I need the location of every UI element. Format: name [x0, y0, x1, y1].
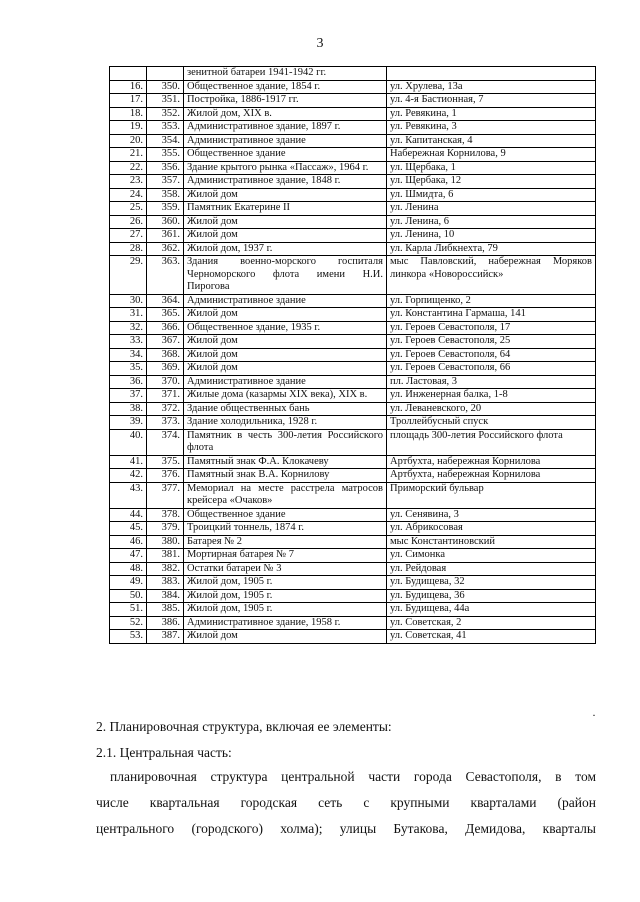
monuments-table	[109, 66, 596, 644]
row-number: 35.	[110, 362, 147, 376]
table-row	[110, 603, 596, 617]
object-id: 360.	[147, 215, 184, 229]
object-address: ул. Ревякина, 3	[387, 121, 596, 135]
object-address: ул. Капитанская, 4	[387, 134, 596, 148]
row-number: 25.	[110, 202, 147, 216]
object-id: 363.	[147, 256, 184, 295]
object-name: Памятный знак Ф.А. Клокачеву	[184, 455, 387, 469]
object-name: Жилой дом	[184, 630, 387, 644]
object-address: ул. Советская, 2	[387, 616, 596, 630]
row-number: 29.	[110, 256, 147, 295]
row-number: 48.	[110, 562, 147, 576]
table-row	[110, 308, 596, 322]
object-address: ул. Ревякина, 1	[387, 107, 596, 121]
object-id: 379.	[147, 522, 184, 536]
object-address: ул. Героев Севастополя, 17	[387, 321, 596, 335]
table-row	[110, 134, 596, 148]
object-name: Остатки батареи № 3	[184, 562, 387, 576]
table-row	[110, 362, 596, 376]
table-row	[110, 175, 596, 189]
table-row	[110, 80, 596, 94]
object-name: Памятник Екатерине II	[184, 202, 387, 216]
object-id: 387.	[147, 630, 184, 644]
row-number: 32.	[110, 321, 147, 335]
object-address: мыс Павловский, набережная Моряков линкора «Новороссийск»	[387, 256, 596, 295]
table-row	[110, 508, 596, 522]
object-address: ул. Симонка	[387, 549, 596, 563]
object-address: ул. Героев Севастополя, 25	[387, 335, 596, 349]
object-address: ул. Шмидта, 6	[387, 188, 596, 202]
object-id: 358.	[147, 188, 184, 202]
table-row	[110, 188, 596, 202]
object-address: ул. Горпищенко, 2	[387, 294, 596, 308]
object-address: ул. Будищева, 32	[387, 576, 596, 590]
row-number: 41.	[110, 455, 147, 469]
object-address: ул. Будищева, 36	[387, 589, 596, 603]
object-name: Административное здание, 1897 г.	[184, 121, 387, 135]
paragraph-first-line	[110, 766, 596, 788]
object-address: ул. Будищева, 44а	[387, 603, 596, 617]
object-address: площадь 300-летия Российского флота	[387, 429, 596, 455]
object-name: Здания военно-морского госпиталя Черноморского флота имени Н.И. Пирогова	[184, 256, 387, 295]
object-address: ул. 4-я Бастионная, 7	[387, 94, 596, 108]
table-row	[110, 549, 596, 563]
row-number: 37.	[110, 389, 147, 403]
subsection-heading	[96, 742, 596, 764]
object-id: 369.	[147, 362, 184, 376]
object-name: Жилые дома (казармы XIX века), XIX в.	[184, 389, 387, 403]
row-number: 16.	[110, 80, 147, 94]
object-name: Общественное здание	[184, 508, 387, 522]
object-id: 366.	[147, 321, 184, 335]
row-number: 26.	[110, 215, 147, 229]
object-name: Здание крытого рынка «Пассаж», 1964 г.	[184, 161, 387, 175]
object-address: ул. Хрулева, 13а	[387, 80, 596, 94]
object-id: 372.	[147, 402, 184, 416]
object-id: 357.	[147, 175, 184, 189]
table-row	[110, 161, 596, 175]
row-number: 21.	[110, 148, 147, 162]
object-address: Троллейбусный спуск	[387, 416, 596, 430]
table-row	[110, 402, 596, 416]
table-row	[110, 215, 596, 229]
row-number: 19.	[110, 121, 147, 135]
object-name: Здание общественных бань	[184, 402, 387, 416]
object-address: ул. Инженерная балка, 1-8	[387, 389, 596, 403]
object-id: 367.	[147, 335, 184, 349]
object-address: ул. Советская, 41	[387, 630, 596, 644]
object-name: Общественное здание, 1935 г.	[184, 321, 387, 335]
object-id: 359.	[147, 202, 184, 216]
row-number: 17.	[110, 94, 147, 108]
table-row	[110, 429, 596, 455]
object-address: Приморский бульвар	[387, 482, 596, 508]
object-id: 365.	[147, 308, 184, 322]
paragraph-rest	[96, 792, 596, 814]
stray-dot: ·	[592, 708, 596, 722]
object-address: ул. Героев Севастополя, 64	[387, 348, 596, 362]
object-name: Жилой дом, 1905 г.	[184, 603, 387, 617]
object-id: 353.	[147, 121, 184, 135]
object-name: Жилой дом, 1905 г.	[184, 589, 387, 603]
object-address	[387, 67, 596, 81]
object-address: ул. Щербака, 1	[387, 161, 596, 175]
table-row	[110, 416, 596, 430]
paragraph-rest-2	[96, 818, 596, 840]
object-name: Здание холодильника, 1928 г.	[184, 416, 387, 430]
table-row	[110, 482, 596, 508]
object-id: 381.	[147, 549, 184, 563]
row-number: 42.	[110, 469, 147, 483]
object-id: 383.	[147, 576, 184, 590]
object-name: Жилой дом, 1937 г.	[184, 242, 387, 256]
row-number: 23.	[110, 175, 147, 189]
row-number: 47.	[110, 549, 147, 563]
row-number: 40.	[110, 429, 147, 455]
table-row	[110, 562, 596, 576]
object-id: 364.	[147, 294, 184, 308]
object-id: 374.	[147, 429, 184, 455]
object-name: Троицкий тоннель, 1874 г.	[184, 522, 387, 536]
object-address: ул. Героев Севастополя, 66	[387, 362, 596, 376]
object-name: Жилой дом	[184, 229, 387, 243]
object-id: 373.	[147, 416, 184, 430]
object-id: 378.	[147, 508, 184, 522]
row-number: 22.	[110, 161, 147, 175]
table-row	[110, 294, 596, 308]
object-id: 386.	[147, 616, 184, 630]
object-id: 354.	[147, 134, 184, 148]
table-row	[110, 107, 596, 121]
object-address: ул. Ленина, 6	[387, 215, 596, 229]
object-address: ул. Леваневского, 20	[387, 402, 596, 416]
object-id: 371.	[147, 389, 184, 403]
object-name: Жилой дом	[184, 215, 387, 229]
object-name: Жилой дом	[184, 188, 387, 202]
table-row	[110, 375, 596, 389]
row-number: 43.	[110, 482, 147, 508]
table-row	[110, 469, 596, 483]
object-address: ул. Щербака, 12	[387, 175, 596, 189]
row-number: 51.	[110, 603, 147, 617]
row-number: 52.	[110, 616, 147, 630]
object-address: ул. Ленина, 10	[387, 229, 596, 243]
table-row	[110, 589, 596, 603]
object-name: Батарея № 2	[184, 535, 387, 549]
object-name: Мемориал на месте расстрела матросов крейсера «Очаков»	[184, 482, 387, 508]
object-id: 351.	[147, 94, 184, 108]
table-row	[110, 256, 596, 295]
table-row	[110, 522, 596, 536]
object-id: 382.	[147, 562, 184, 576]
object-name: Административное здание	[184, 294, 387, 308]
table-row	[110, 616, 596, 630]
object-id: 368.	[147, 348, 184, 362]
table-row	[110, 348, 596, 362]
row-number: 49.	[110, 576, 147, 590]
object-address: ул. Абрикосовая	[387, 522, 596, 536]
row-number: 31.	[110, 308, 147, 322]
object-name: Жилой дом	[184, 348, 387, 362]
row-number: 39.	[110, 416, 147, 430]
row-number: 38.	[110, 402, 147, 416]
row-number: 53.	[110, 630, 147, 644]
object-id: 362.	[147, 242, 184, 256]
object-name: Административное здание, 1958 г.	[184, 616, 387, 630]
row-number: 36.	[110, 375, 147, 389]
row-number: 24.	[110, 188, 147, 202]
table-body	[110, 67, 596, 644]
object-name: Общественное здание, 1854 г.	[184, 80, 387, 94]
object-name: зенитной батареи 1941-1942 гг.	[184, 67, 387, 81]
object-address: ул. Рейдовая	[387, 562, 596, 576]
row-number: 18.	[110, 107, 147, 121]
object-address: ул. Константина Гармаша, 141	[387, 308, 596, 322]
table-row	[110, 67, 596, 81]
object-name: Жилой дом, XIX в.	[184, 107, 387, 121]
section-2-1-heading: 2.1. Центральная часть:	[96, 745, 232, 760]
page-number: 3	[316, 36, 324, 51]
object-name: Памятник в честь 300-летия Российского флота	[184, 429, 387, 455]
object-id: 376.	[147, 469, 184, 483]
object-name: Административное здание	[184, 134, 387, 148]
table-row	[110, 242, 596, 256]
paragraph-line-2: числе квартальная городская сеть с крупными кварталами (район	[96, 795, 596, 810]
object-id: 375.	[147, 455, 184, 469]
row-number: 44.	[110, 508, 147, 522]
object-id: 350.	[147, 80, 184, 94]
object-id	[147, 67, 184, 81]
table-row	[110, 94, 596, 108]
row-number: 33.	[110, 335, 147, 349]
table-row	[110, 121, 596, 135]
object-id: 361.	[147, 229, 184, 243]
object-address: ул. Сенявина, 3	[387, 508, 596, 522]
table-row	[110, 389, 596, 403]
row-number: 50.	[110, 589, 147, 603]
table-row	[110, 202, 596, 216]
row-number: 46.	[110, 535, 147, 549]
paragraph-line-3: центрального (городского) холма); улицы Бутакова, Демидова, кварталы	[96, 821, 596, 836]
object-address: мыс Константиновский	[387, 535, 596, 549]
object-address: Набережная Корнилова, 9	[387, 148, 596, 162]
row-number: 27.	[110, 229, 147, 243]
row-number	[110, 67, 147, 81]
row-number: 28.	[110, 242, 147, 256]
object-id: 355.	[147, 148, 184, 162]
table-row	[110, 335, 596, 349]
object-id: 370.	[147, 375, 184, 389]
object-address: ул. Карла Либкнехта, 79	[387, 242, 596, 256]
object-name: Жилой дом	[184, 362, 387, 376]
object-name: Памятный знак В.А. Корнилову	[184, 469, 387, 483]
object-id: 352.	[147, 107, 184, 121]
object-address: Артбухта, набережная Корнилова	[387, 455, 596, 469]
object-id: 385.	[147, 603, 184, 617]
object-id: 380.	[147, 535, 184, 549]
section-2-heading: 2. Планировочная структура, включая ее элементы:	[96, 719, 392, 734]
object-name: Административное здание, 1848 г.	[184, 175, 387, 189]
object-id: 377.	[147, 482, 184, 508]
table-row	[110, 229, 596, 243]
object-name: Жилой дом	[184, 308, 387, 322]
object-name: Жилой дом, 1905 г.	[184, 576, 387, 590]
row-number: 45.	[110, 522, 147, 536]
row-number: 30.	[110, 294, 147, 308]
row-number: 34.	[110, 348, 147, 362]
table-row	[110, 321, 596, 335]
object-address: пл. Ластовая, 3	[387, 375, 596, 389]
table-row	[110, 455, 596, 469]
table-row	[110, 630, 596, 644]
object-address: Артбухта, набережная Корнилова	[387, 469, 596, 483]
object-name: Жилой дом	[184, 335, 387, 349]
row-number: 20.	[110, 134, 147, 148]
table-row	[110, 148, 596, 162]
object-address: ул. Ленина	[387, 202, 596, 216]
table-row	[110, 576, 596, 590]
object-name: Общественное здание	[184, 148, 387, 162]
object-name: Мортирная батарея № 7	[184, 549, 387, 563]
section-heading	[96, 716, 596, 738]
object-name: Постройка, 1886-1917 гг.	[184, 94, 387, 108]
table-row	[110, 535, 596, 549]
object-id: 356.	[147, 161, 184, 175]
paragraph-line-1: планировочная структура центральной части города Севастополя, в том	[110, 769, 596, 784]
object-id: 384.	[147, 589, 184, 603]
object-name: Административное здание	[184, 375, 387, 389]
